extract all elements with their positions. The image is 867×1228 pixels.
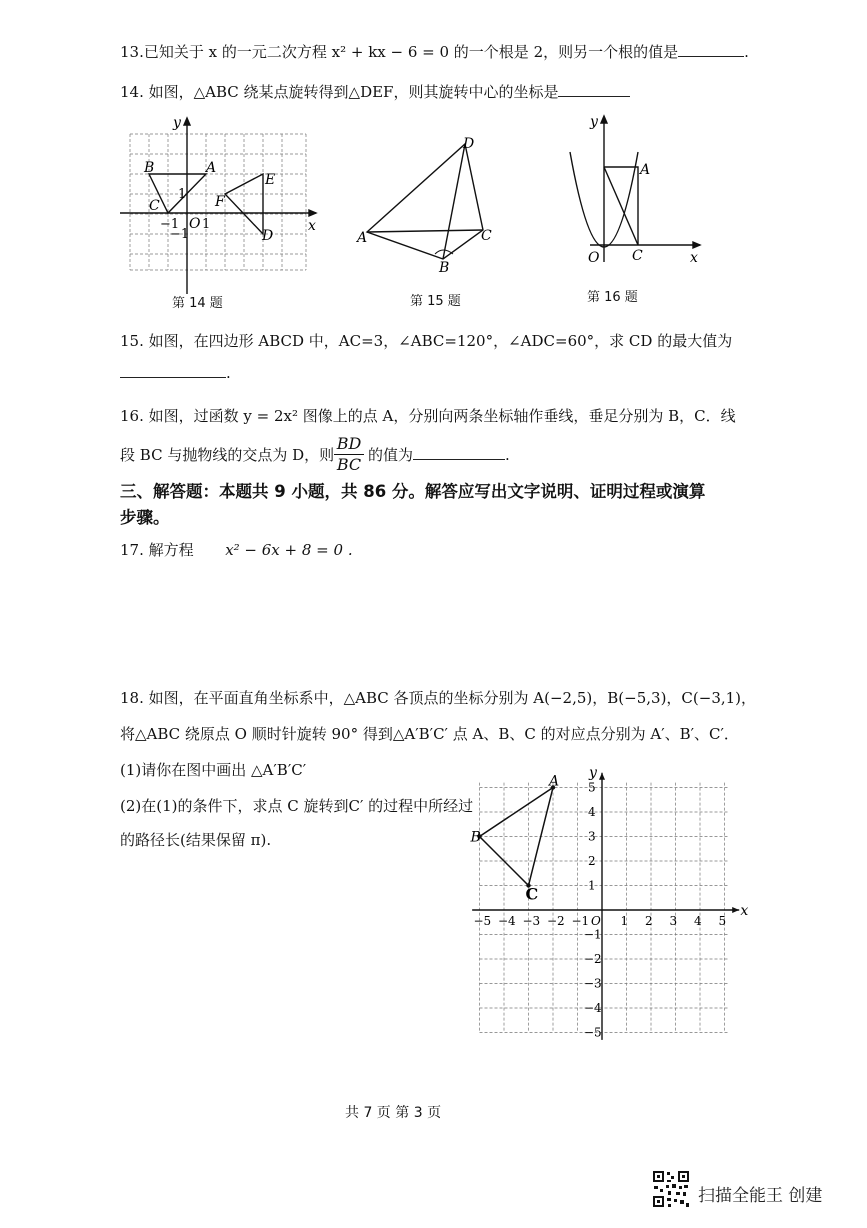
- question-18-line2: 将△ABC 绕原点 O 顺时针旋转 90° 得到△A′B′C′ 点 A、B、C 的对应点分别为 A′、B′、C′．: [120, 725, 739, 743]
- fig14-tick-neg1-y: −1: [170, 227, 190, 242]
- quad-abcd: [367, 144, 483, 259]
- question-16-end: .: [505, 446, 510, 464]
- fig18-xtick-label: −1: [571, 914, 590, 928]
- question-13-end: .: [744, 43, 749, 61]
- fig14-label-x: x: [308, 218, 316, 234]
- fig14-label-o: O: [189, 216, 201, 232]
- fig15-label-d: D: [463, 136, 475, 152]
- figure-15-caption: 第 15 题: [410, 294, 461, 309]
- fig18-xtick-label: −4: [498, 914, 516, 928]
- fig18-ytick-label: −2: [584, 952, 602, 966]
- question-15-text: 15. 如图，在四边形 ABCD 中，AC=3，∠ABC=120°，∠ADC=60°，求 CD 的最大值为: [120, 332, 733, 350]
- answer-blank-13[interactable]: [678, 42, 744, 57]
- fig14-tick-1-y: 1: [178, 187, 187, 202]
- fig18-label-a: A: [549, 773, 560, 790]
- fig16-label-x: x: [690, 250, 698, 266]
- fig18-xtick-label: 3: [669, 914, 678, 928]
- figure-16: [560, 112, 710, 272]
- fig16-label-a: A: [640, 162, 651, 178]
- page-footer: 共 7 页 第 3 页: [345, 1105, 442, 1121]
- answer-blank-15[interactable]: [120, 363, 226, 378]
- question-17-equation: x² − 6x + 8 = 0 .: [225, 541, 353, 559]
- fig14-label-e: E: [265, 172, 276, 188]
- fig18-ytick-label: 3: [588, 829, 596, 844]
- question-16-line1: 16. 如图，过函数 y = 2x² 图像上的点 A，分别向两条坐标轴作垂线，垂足分别为 B，C．线: [120, 407, 736, 425]
- x-axis-arrow: [732, 907, 739, 913]
- question-18-line1: 18. 如图，在平面直角坐标系中，△ABC 各顶点的坐标分别为 A(−2,5)，B(−5,3)，C(−3,1)，: [120, 689, 757, 707]
- fig14-label-a: A: [206, 160, 217, 176]
- fig14-label-f: F: [215, 194, 225, 210]
- fig18-xtick-label: 4: [694, 914, 702, 928]
- question-18-part2-line1: (2)在(1)的条件下，求点 C 旋转到C′ 的过程中所经过: [120, 797, 474, 815]
- fig18-ytick-label: 5: [588, 780, 596, 795]
- question-16-line2-post: [368, 445, 510, 465]
- fig18-xtick-label: 1: [620, 914, 629, 928]
- question-14: [120, 82, 630, 102]
- answer-blank-14[interactable]: [558, 82, 630, 97]
- fig18-label-x: x: [740, 903, 749, 919]
- fig18-ytick-label: −4: [584, 1001, 602, 1015]
- figure-14: [120, 112, 330, 282]
- fig14-tick-neg1-x: −1: [160, 217, 180, 232]
- watermark-text: 扫描全能王 创建: [698, 1186, 823, 1206]
- figure-16-caption: 第 16 题: [587, 290, 638, 305]
- question-15-answer: [120, 363, 231, 383]
- question-13: [120, 42, 749, 62]
- question-14-text: 14. 如图，△ABC 绕某点旋转得到△DEF，则其旋转中心的坐标是: [120, 83, 559, 101]
- question-17: [120, 540, 353, 560]
- fig16-label-y: y: [590, 114, 598, 130]
- question-18-part2-line2: 的路径长(结果保留 π).: [120, 831, 272, 849]
- figure-18-coordinate-grid[interactable]: [470, 764, 749, 1040]
- question-16-suffix: 的值为: [368, 446, 414, 464]
- question-17-label: 17. 解方程: [120, 541, 194, 559]
- fraction-denominator: BC: [336, 455, 362, 474]
- question-16-line2-pre: 段 BC 与抛物线的交点为 D，则: [120, 446, 335, 464]
- figure-15: [355, 132, 505, 277]
- fig18-label-b: B: [470, 829, 481, 846]
- question-18-part1: (1)请你在图中画出 △A′B′C′: [120, 761, 307, 779]
- question-13-text: 13.已知关于 x 的一元二次方程 x² + kx − 6 = 0 的一个根是 2，则另一个根的值是: [120, 43, 679, 61]
- fig18-xtick-label: 5: [718, 914, 727, 928]
- fig15-label-c: C: [481, 228, 492, 244]
- fig18-xtick-label: O: [591, 914, 601, 928]
- fig18-label-c: C: [525, 884, 539, 904]
- fig16-label-o: O: [588, 250, 600, 266]
- question-15-end: .: [226, 364, 231, 382]
- section-3-heading-line1: 三、解答题：本题共 9 小题，共 86 分。解答应写出文字说明、证明过程或演算: [120, 482, 706, 501]
- question-16-fraction: [334, 434, 364, 475]
- fraction-numerator: BD: [334, 434, 364, 455]
- fig18-ytick-label: 2: [588, 854, 596, 868]
- fig14-tick-1-x: 1: [202, 217, 211, 232]
- figure-14-caption: 第 14 题: [172, 296, 223, 311]
- fig18-ytick-label: −5: [584, 1025, 602, 1040]
- fig18-ytick-label: 1: [588, 878, 596, 893]
- fig14-label-y: y: [173, 115, 181, 131]
- fig18-ytick-label: −1: [584, 927, 602, 942]
- fig18-ytick-label: 4: [588, 805, 596, 819]
- fig18-xtick-label: −2: [547, 914, 565, 928]
- fig16-label-c: C: [632, 248, 643, 264]
- fig14-label-d: D: [262, 228, 274, 244]
- fig14-label-b: B: [144, 160, 155, 176]
- fig18-ytick-label: −3: [584, 976, 602, 991]
- y-axis-arrow: [599, 773, 605, 780]
- fig14-label-c: C: [149, 198, 160, 214]
- fig18-xtick-label: −3: [522, 914, 541, 928]
- answer-blank-16[interactable]: [413, 445, 505, 460]
- fig18-xtick-label: 2: [645, 914, 653, 928]
- fig15-label-a: A: [357, 230, 368, 246]
- section-3-heading-line2: 步骤。: [120, 508, 170, 527]
- fig18-xtick-label: −5: [473, 914, 492, 928]
- fig18-label-y: y: [589, 764, 597, 781]
- qr-code-icon: [652, 1170, 690, 1208]
- fig15-label-b: B: [439, 260, 450, 276]
